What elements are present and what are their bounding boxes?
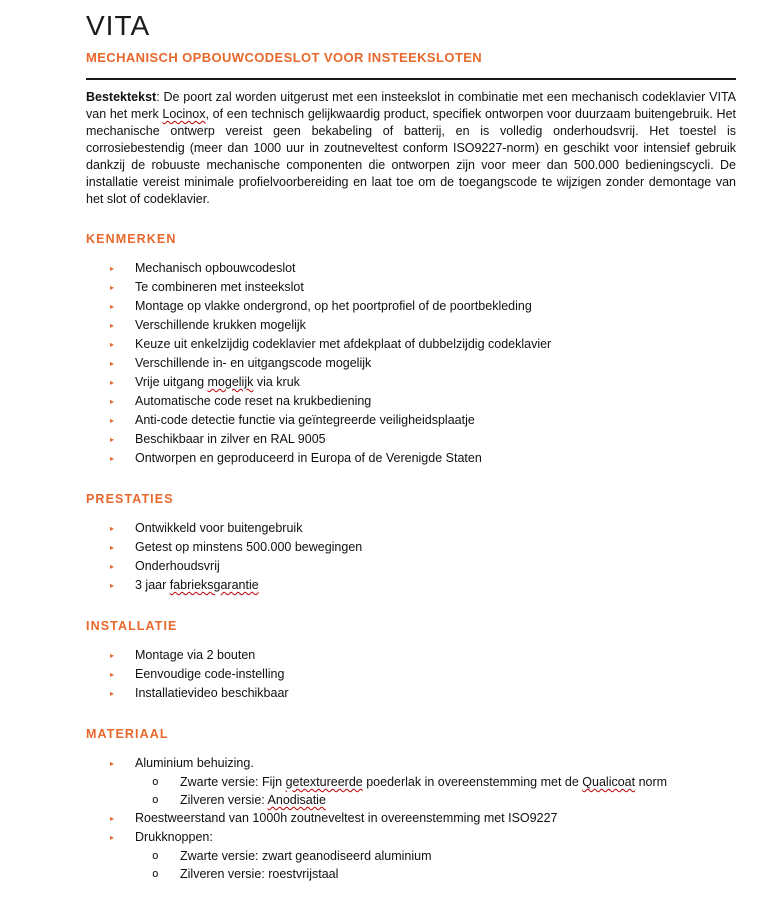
sub-list-item [86, 847, 736, 865]
arrow-bullet-icon: ▸ [110, 283, 115, 292]
list-item [86, 278, 736, 297]
list-item [86, 259, 736, 278]
sections-container [86, 232, 736, 883]
arrow-bullet-icon: ▸ [110, 359, 115, 368]
circle-bullet-icon: o [152, 849, 159, 862]
spellcheck-underlined-word: Anodisatie [267, 793, 326, 807]
section-heading: PRESTATIES [86, 492, 174, 506]
list-item [86, 557, 736, 576]
list-item-text [135, 519, 736, 537]
list-item-text [135, 316, 736, 334]
list-item-text [135, 754, 736, 772]
page-subtitle: MECHANISCH OPBOUWCODESLOT VOOR INSTEEKSLOTEN [86, 50, 483, 65]
arrow-bullet-icon: ▸ [110, 670, 115, 679]
list-item [86, 576, 736, 595]
list-item-text [135, 828, 736, 846]
spellcheck-underlined-word: Locinox [162, 107, 206, 121]
arrow-bullet-icon: ▸ [110, 435, 115, 444]
list-item-text [180, 791, 736, 809]
list-item [86, 316, 736, 335]
list-item [86, 335, 736, 354]
arrow-bullet-icon: ▸ [110, 814, 115, 823]
arrow-bullet-icon: ▸ [110, 416, 115, 425]
list-item-text [135, 335, 736, 353]
arrow-bullet-icon: ▸ [110, 302, 115, 311]
text-segment: Aluminium behuizing. [135, 756, 254, 770]
text-segment: Montage via 2 bouten [135, 648, 256, 662]
text-segment: , of een technisch gelijkwaardig product, specifiek ontworpen voor duurzaam buitengebruik. Het mechanische ontwerp vereist geen bekabeling of batterij, en is volledig onderhoudsvrij. Het toestel is corrosiebestendig (meer dan 1000 uur in zoutneveltest conform ISO9227-norm) en geschikt voor intensief gebruik dankzij de robuuste mechanische componenten die ontworpen zijn voor meer dan 500.000 bedieningscycli. De installatie vereist minimale profielvoorbereiding en laat toe om de toegangscode te wijzigen zonder demontage van het slot of codeklavier. [86, 107, 736, 206]
text-segment: Montage op vlakke ondergrond, op het poortprofiel of de poortbekleding [135, 299, 532, 313]
spellcheck-underlined-word: Qualicoat [582, 775, 636, 789]
list-item [86, 754, 736, 773]
doc-section [86, 727, 736, 883]
list-item [86, 373, 736, 392]
arrow-bullet-icon: ▸ [110, 524, 115, 533]
arrow-bullet-icon: ▸ [110, 378, 115, 387]
spellcheck-underlined-word: fabrieksgarantie [169, 578, 259, 592]
arrow-bullet-icon: ▸ [110, 581, 115, 590]
sub-list-item [86, 791, 736, 809]
list-item-text [135, 665, 736, 683]
doc-section [86, 232, 736, 468]
sub-list-item [86, 773, 736, 791]
text-segment: Verschillende in- en uitgangscode mogelijk [135, 356, 372, 370]
text-segment: Roestweerstand van 1000h zoutneveltest in overeenstemming met ISO9227 [135, 811, 558, 825]
list-item [86, 684, 736, 703]
arrow-bullet-icon: ▸ [110, 397, 115, 406]
text-segment: Eenvoudige code-instelling [135, 667, 285, 681]
text-segment: Installatievideo beschikbaar [135, 686, 289, 700]
list-item-text [135, 430, 736, 448]
list-item-text [135, 373, 736, 391]
list-item-text [180, 865, 736, 883]
spellcheck-underlined-word: getextureerde [285, 775, 363, 789]
text-segment: poederlak in overeenstemming met de [362, 775, 583, 789]
arrow-bullet-icon: ▸ [110, 562, 115, 571]
text-segment: : De poort zal worden uitgerust met een insteekslot in combinatie met een mechanisch codeklavier VITA van het merk [86, 90, 736, 121]
text-segment: Beschikbaar in zilver en RAL 9005 [135, 432, 326, 446]
text-segment: Verschillende krukken mogelijk [135, 318, 306, 332]
text-segment: Mechanisch opbouwcodeslot [135, 261, 296, 275]
arrow-bullet-icon: ▸ [110, 543, 115, 552]
list-item [86, 809, 736, 828]
sub-list-item [86, 865, 736, 883]
list-item-text [135, 278, 736, 296]
list-item-text [135, 411, 736, 429]
section-heading: INSTALLATIE [86, 619, 178, 633]
list-item [86, 354, 736, 373]
text-segment: Zilveren versie: roestvrijstaal [180, 867, 339, 881]
spellcheck-underlined-word: mogelijk [207, 375, 254, 389]
list-item [86, 665, 736, 684]
intro-paragraph [86, 89, 736, 208]
arrow-bullet-icon: ▸ [110, 689, 115, 698]
section-heading: MATERIAAL [86, 727, 169, 741]
text-segment: via kruk [253, 375, 300, 389]
list-item-text [135, 684, 736, 702]
list-item [86, 430, 736, 449]
text-segment: Zilveren versie: [180, 793, 268, 807]
text-segment: Drukknoppen: [135, 830, 213, 844]
list-item-text [135, 646, 736, 664]
text-segment: Getest op minstens 500.000 bewegingen [135, 540, 363, 554]
list-item-text [135, 576, 736, 594]
text-segment: norm [635, 775, 668, 789]
list-item [86, 411, 736, 430]
arrow-bullet-icon: ▸ [110, 759, 115, 768]
circle-bullet-icon: o [152, 775, 159, 788]
title-divider [86, 78, 736, 80]
list-item-text [180, 773, 736, 791]
arrow-bullet-icon: ▸ [110, 454, 115, 463]
list-item [86, 392, 736, 411]
list-item [86, 519, 736, 538]
list-item [86, 538, 736, 557]
list-item [86, 646, 736, 665]
arrow-bullet-icon: ▸ [110, 264, 115, 273]
list-item-text [135, 259, 736, 277]
text-segment: Zwarte versie: zwart geanodiseerd aluminium [180, 849, 432, 863]
list-item [86, 297, 736, 316]
text-segment: Ontwikkeld voor buitengebruik [135, 521, 303, 535]
list-item-text [135, 449, 736, 467]
text-segment: Keuze uit enkelzijdig codeklavier met afdekplaat of dubbelzijdig codeklavier [135, 337, 552, 351]
circle-bullet-icon: o [152, 793, 159, 806]
doc-section [86, 492, 736, 595]
list-item-text [180, 847, 736, 865]
list-item-text [135, 354, 736, 372]
text-segment: 3 jaar [135, 578, 170, 592]
section-heading: KENMERKEN [86, 232, 177, 246]
doc-section [86, 619, 736, 703]
circle-bullet-icon: o [152, 867, 159, 880]
text-segment: Onderhoudsvrij [135, 559, 220, 573]
text-segment: Automatische code reset na krukbediening [135, 394, 372, 408]
list-item [86, 828, 736, 847]
text-segment: Zwarte versie: Fijn [180, 775, 286, 789]
text-segment: Te combineren met insteekslot [135, 280, 304, 294]
text-segment: Bestektekst [86, 90, 157, 104]
list-item-text [135, 538, 736, 556]
list-item-text [135, 557, 736, 575]
text-segment: Ontworpen en geproduceerd in Europa of de Verenigde Staten [135, 451, 482, 465]
arrow-bullet-icon: ▸ [110, 651, 115, 660]
list-item-text [135, 297, 736, 315]
text-segment: Vrije uitgang [135, 375, 208, 389]
list-item-text [135, 392, 736, 410]
arrow-bullet-icon: ▸ [110, 833, 115, 842]
list-item-text [135, 809, 736, 827]
list-item [86, 449, 736, 468]
text-segment: Anti-code detectie functie via geïntegreerde veiligheidsplaatje [135, 413, 475, 427]
arrow-bullet-icon: ▸ [110, 340, 115, 349]
page-title: VITA [86, 10, 151, 41]
arrow-bullet-icon: ▸ [110, 321, 115, 330]
